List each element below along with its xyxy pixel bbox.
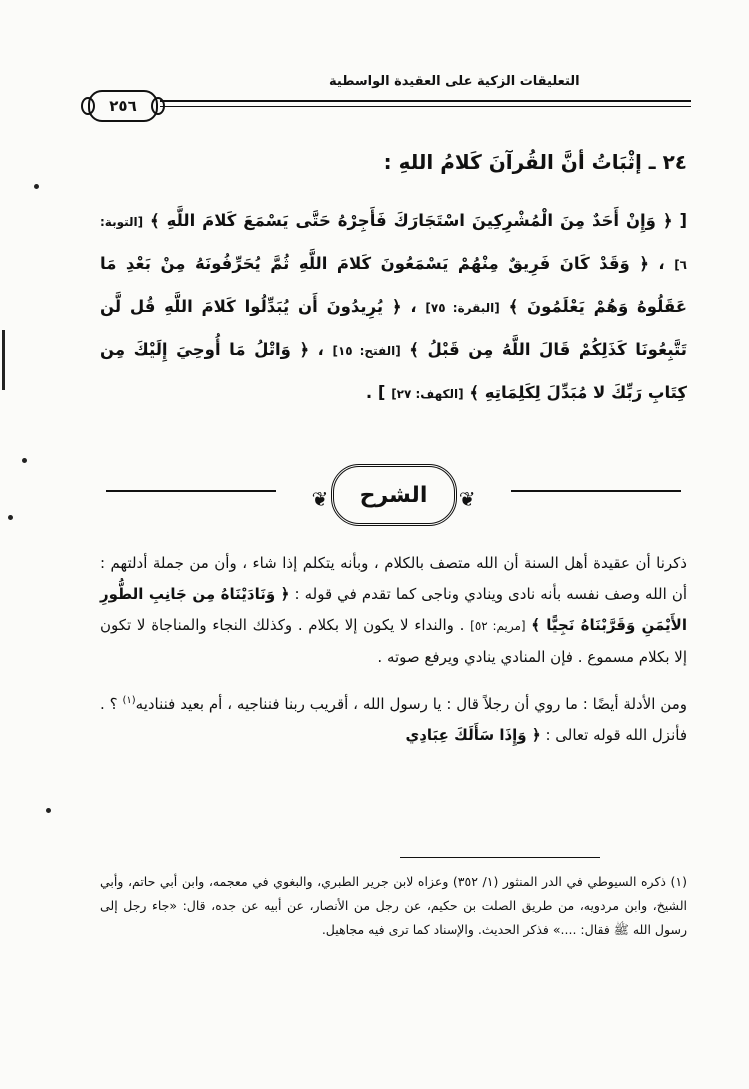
header-rule-thin [160, 106, 691, 107]
paragraph-1-text-b: . والنداء لا يكون إلا بكلام . وكذلك النجاء والمناجاة لا تكون إلا بكلام مسموع . فإن المنادي ينادي ويرفع صوته . [100, 616, 687, 666]
verse-3: ، ﴿ يُرِيدُونَ أَن يُبَدِّلُوا كَلامَ اللَّهِ قُل لَّن تَتَّبِعُونَا كَذَلِكُمْ قَالَ اللَّهُ مِن قَبْلُ ﴾ [100, 297, 687, 359]
ornament-left-icon: ❦ [311, 487, 329, 511]
sharh-divider [100, 458, 687, 528]
verses-closing: ] . [365, 383, 386, 402]
page-number: ٢٥٦ [109, 97, 137, 115]
header-rule [160, 100, 691, 102]
sharh-title: الشرح [359, 482, 428, 508]
footnote-separator [400, 857, 600, 858]
scan-speck [34, 184, 39, 189]
verse-4-reference: [الكهف: ٢٧] [391, 387, 464, 401]
divider-line-left [106, 490, 276, 492]
paragraph-2 [100, 685, 687, 751]
commentary-body [100, 548, 687, 763]
paragraph-1 [100, 548, 687, 673]
scan-edge-mark [2, 330, 5, 390]
verse-4: ، ﴿ وَاتْلُ مَا أُوحِيَ إِلَيْكَ مِن كِتَابِ رَبِّكَ لا مُبَدِّلَ لِكَلِمَاتِهِ ﴾ [100, 340, 687, 402]
section-heading: ٢٤ ـ إثْبَاتُ أنَّ القُرآنَ كَلامُ اللهِ : [383, 150, 687, 174]
verse-2: ، ﴿ وَقَدْ كَانَ فَرِيقٌ مِنْهُمْ يَسْمَعُونَ كَلامَ اللَّهِ ثُمَّ يُحَرِّفُونَهُ مِنْ بَعْدِ مَا عَقَلُوهُ وَهُمْ يَعْلَمُونَ ﴾ [100, 254, 687, 316]
scan-speck [22, 458, 27, 463]
paragraph-1-reference: [مريم: ٥٢] [470, 619, 526, 633]
verse-1-reference: [التوبة: ٦] [100, 215, 687, 272]
paragraph-1-quote: ﴿ وَنَادَيْنَاهُ مِن جَانِبِ الطُّورِ الأَيْمَنِ وَقَرَّبْنَاهُ نَجِيًّا ﴾ [100, 585, 687, 634]
paragraph-2-text-a: ومن الأدلة أيضًا : ما روي أن رجلاً قال : يا رسول الله ، أقريب ربنا فنناجيه ، أم بعيد فنناديه [135, 695, 687, 713]
divider-line-right [511, 490, 681, 492]
page-number-badge [88, 90, 158, 122]
scan-speck [46, 808, 51, 813]
verse-2-reference: [البقرة: ٧٥] [425, 301, 500, 315]
running-header-title: التعليقات الزكية على العقيدة الواسطية [329, 74, 580, 89]
paragraph-1-text-a: ذكرنا أن عقيدة أهل السنة أن الله متصف بالكلام ، وبأنه يتكلم إذا شاء ، وأن من جملة أدلتهم : أن الله وصف نفسه بأنه نادى وينادي وناجى كما تقدم في قوله : [100, 554, 688, 603]
paragraph-2-quote: ﴿ وَإِذَا سَأَلَكَ عِبَادِي [405, 726, 541, 744]
scan-speck [8, 515, 13, 520]
footnote-1: (١) ذكره السيوطي في الدر المنثور (١/ ٣٥٢) وعزاه لابن جرير الطبري، والبغوي في معجمه، وابن أبي حاتم، وأبي الشيخ، وابن مردويه، من طريق الصلت بن حكيم، عن رجل من الأنصار، عن أبيه عن جده، قال: «جاء رجل إلى رسول الله ﷺ فقال: ....» فذكر الحديث. والإسناد كما ترى فيه مجاهيل. [100, 874, 688, 937]
footnote-marker[interactable]: (١) [122, 695, 136, 706]
verse-3-reference: [الفتح: ١٥] [332, 344, 401, 358]
paragraph-2-text-b: ؟ . فأنزل الله قوله تعالى : [100, 695, 687, 744]
quran-verses-block [100, 200, 687, 415]
verse-1: [ ﴿ وَإِنْ أَحَدٌ مِنَ الْمُشْرِكِينَ اسْتَجَارَكَ فَأَجِرْهُ حَتَّى يَسْمَعَ كَلامَ اللَّهِ ﴾ [150, 211, 688, 230]
ornament-right-icon: ❦ [458, 487, 476, 511]
sharh-title-ornament [311, 464, 476, 526]
